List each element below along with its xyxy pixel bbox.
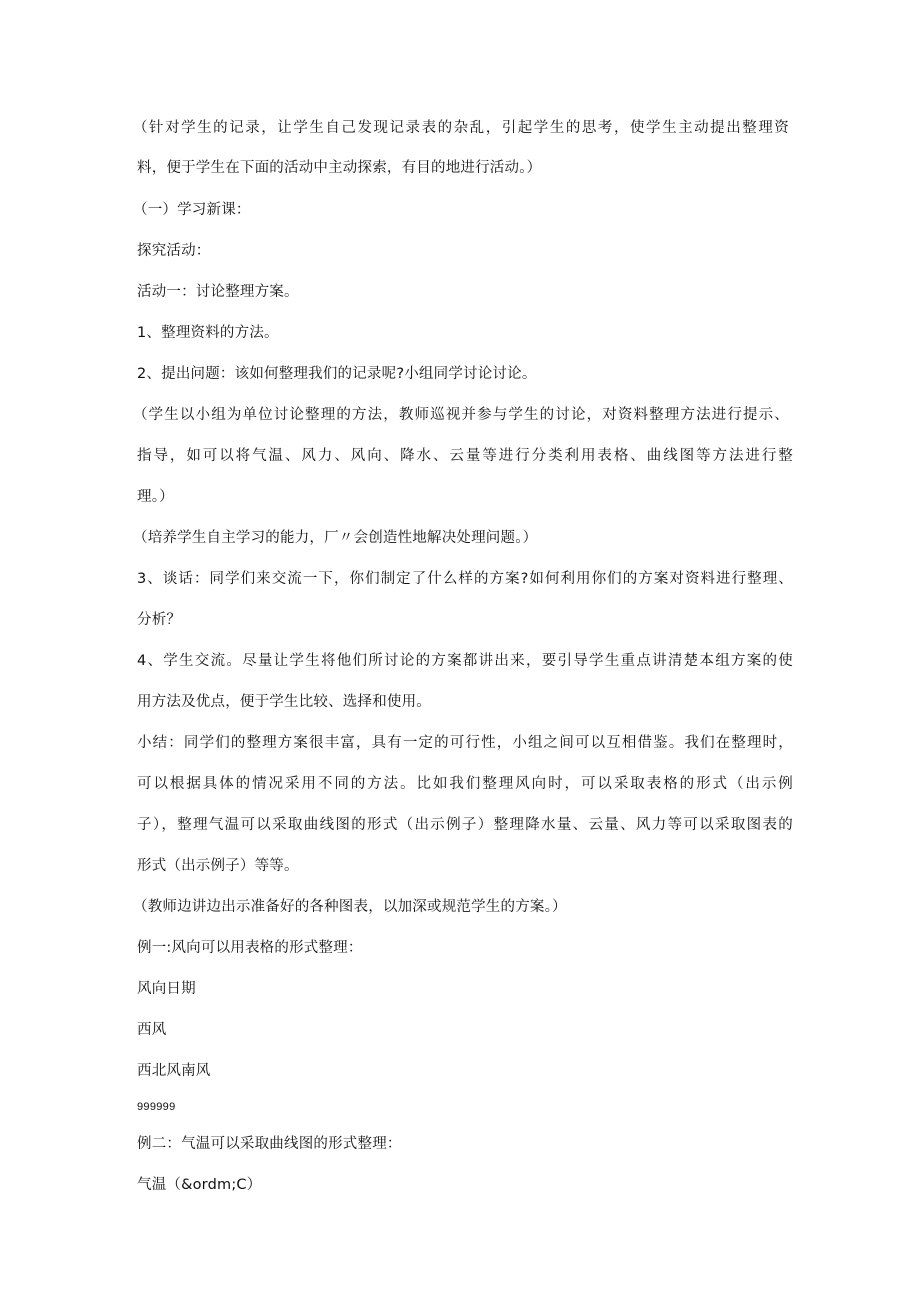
paragraph-line: （针对学生的记录，让学生自己发现记录表的杂乱，引起学生的思考，使学生主动提出整理资 (133, 120, 789, 136)
paragraph-line: （教师边讲边出示准备好的各种图表，以加深或规范学生的方案。） (133, 899, 567, 915)
example-heading: 例一:风向可以用表格的形式整理： (137, 940, 363, 956)
paragraph-line: （培养学生自主学习的能力，厂〃会创造性地解决处理问题。） (133, 530, 538, 546)
section-heading: （一）学习新课： (133, 202, 251, 218)
summary-line: 小结：同学们的整理方案很丰富，具有一定的可行性，小组之间可以互相借鉴。我们在整理时， (137, 735, 793, 751)
paragraph-line: 料，便于学生在下面的活动中主动探索，有目的地进行活动。） (137, 160, 542, 176)
table-text: 西北风南风 (137, 1063, 211, 1079)
list-item: 1、整理资料的方法。 (137, 325, 279, 341)
paragraph-line: 4、学生交流。尽量让学生将他们所讨论的方案都讲出来，要引导学生重点讲清楚本组方案的使 (137, 653, 793, 669)
paragraph-line: 用方法及优点，便于学生比较、选择和使用。 (137, 694, 431, 710)
summary-line: 形式（出示例子）等等。 (137, 858, 299, 874)
activity-heading: 活动一：讨论整理方案。 (137, 284, 299, 300)
chart-label: 气温（&ordm;C） (137, 1177, 262, 1193)
table-text: 999999 (137, 1101, 176, 1113)
list-item: 2、提出问题：该如何整理我们的记录呢?小组同学讨论讨论。 (137, 366, 537, 382)
table-text: 西风 (137, 1022, 167, 1038)
example-heading: 例二：气温可以采取曲线图的形式整理： (137, 1136, 402, 1152)
paragraph-line: 指导，如可以将气温、风力、风向、降水、云量等进行分类利用表格、曲线图等方法进行整 (137, 448, 793, 464)
summary-line: 可以根据具体的情况采用不同的方法。比如我们整理风向时，可以采取表格的形式（出示例 (137, 776, 793, 792)
paragraph-line: 分析？ (137, 612, 182, 628)
table-text: 风向日期 (137, 981, 196, 997)
subheading: 探究活动： (137, 243, 211, 259)
paragraph-line: 3、谈话：同学们来交流一下，你们制定了什么样的方案?如何利用你们的方案对资料进行整理、 (137, 571, 793, 587)
summary-line: 子），整理气温可以采取曲线图的形式（出示例子）整理降水量、云量、风力等可以采取图表的 (137, 817, 793, 833)
paragraph-line: （学生以小组为单位讨论整理的方法，教师巡视并参与学生的讨论，对资料整理方法进行提示、 (133, 407, 789, 423)
paragraph-line: 理。） (137, 489, 174, 505)
